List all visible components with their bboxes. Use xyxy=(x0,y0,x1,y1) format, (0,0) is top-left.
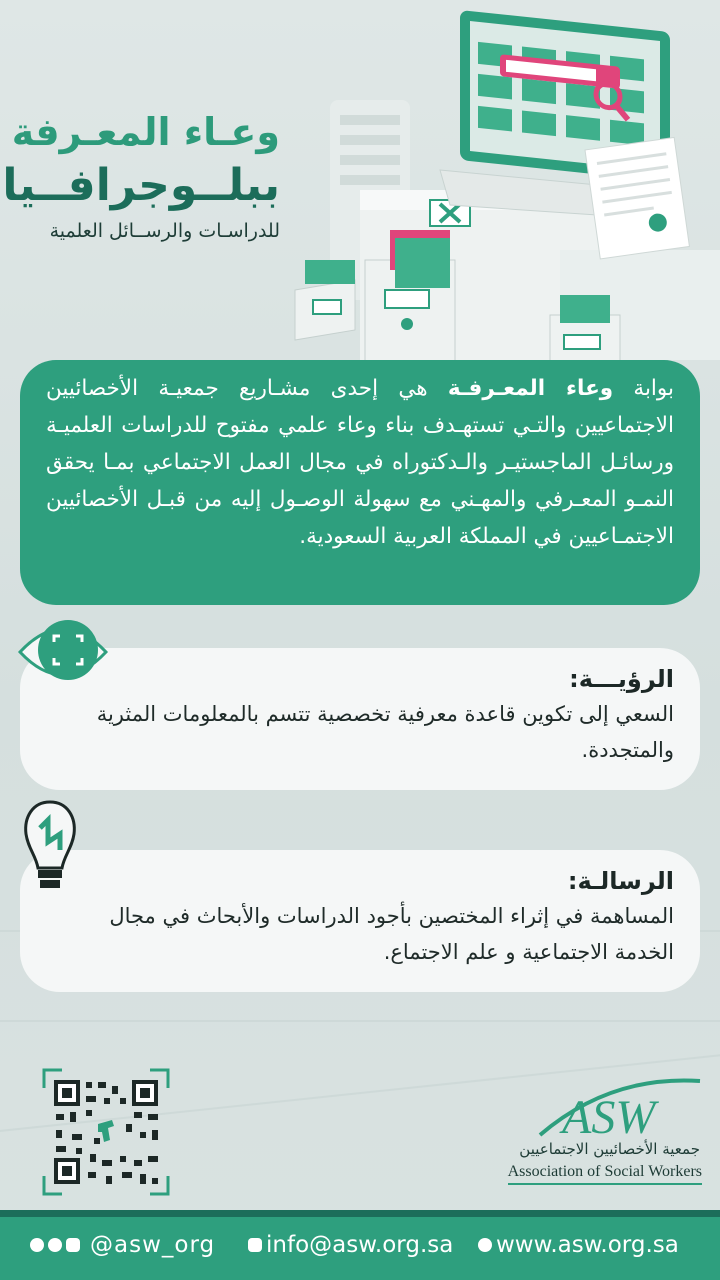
social-handle-group[interactable] xyxy=(30,1232,215,1258)
intro-card xyxy=(20,360,700,605)
intro-prefix: بوابة xyxy=(613,376,674,401)
mission-text: المساهمة في إثراء المختصين بأجود الدراسات والأبحاث في مجال الخدمة الاجتماعية و علم الاجتماع. xyxy=(109,904,674,964)
intro-body: هي إحدى مشـاريع جمعيـة الأخصائيين الاجتماعيين والتـي تستهـدف بناء وعاء علمي مفتوح للدراسات العلميـة ورسائـل الماجستيـر والـدكتوراه في مجال العمل الاجتماعي بمـا يحقق النمـو المعـرفي والمهـني مع سهولة الوصـول إليه من قبـل الأخصائيين الاجتمـاعيين في المملكة العربية السعودية. xyxy=(46,376,674,549)
email-icon xyxy=(248,1238,262,1252)
qr-code[interactable] xyxy=(42,1068,170,1196)
website-group[interactable] xyxy=(478,1232,679,1258)
footer-bar xyxy=(0,1210,720,1280)
vision-text: السعي إلى تكوين قاعدة معرفية تخصصية تتسم بالمعلومات المثرية والمتجددة. xyxy=(96,702,674,762)
title-line-2: ببلــوجرافــيا xyxy=(2,160,280,211)
lightbulb-icon xyxy=(20,798,80,898)
email-address[interactable]: info@asw.org.sa xyxy=(266,1232,454,1258)
eye-icon xyxy=(18,612,108,692)
website-url[interactable]: www.asw.org.sa xyxy=(496,1232,679,1258)
title-line-1: وعـاء المعـرفة xyxy=(11,110,280,154)
logo-arabic-name: جمعية الأخصائيين الاجتماعيين xyxy=(519,1140,700,1158)
intro-highlight: وعاء المعـرفـة xyxy=(447,376,614,401)
logo-mark: ASW xyxy=(562,1091,656,1144)
social-handle[interactable]: @asw_org xyxy=(90,1232,216,1258)
footer-strip xyxy=(0,1210,720,1217)
vision-heading: الرؤيـــة: xyxy=(569,665,674,693)
snapchat-icon[interactable] xyxy=(48,1238,62,1252)
vision-card xyxy=(20,648,700,790)
archive-computer-illustration xyxy=(290,0,720,370)
instagram-icon[interactable] xyxy=(66,1238,80,1252)
mission-heading: الرسالـة: xyxy=(567,867,674,895)
mission-card xyxy=(20,850,700,992)
globe-icon xyxy=(478,1238,492,1252)
logo-english-name: Association of Social Workers xyxy=(508,1163,702,1185)
background-line xyxy=(0,1020,720,1022)
twitter-icon[interactable] xyxy=(30,1238,44,1252)
email-group[interactable] xyxy=(248,1232,453,1258)
title-subtitle: للدراسـات والرســائل العلمية xyxy=(49,220,280,242)
